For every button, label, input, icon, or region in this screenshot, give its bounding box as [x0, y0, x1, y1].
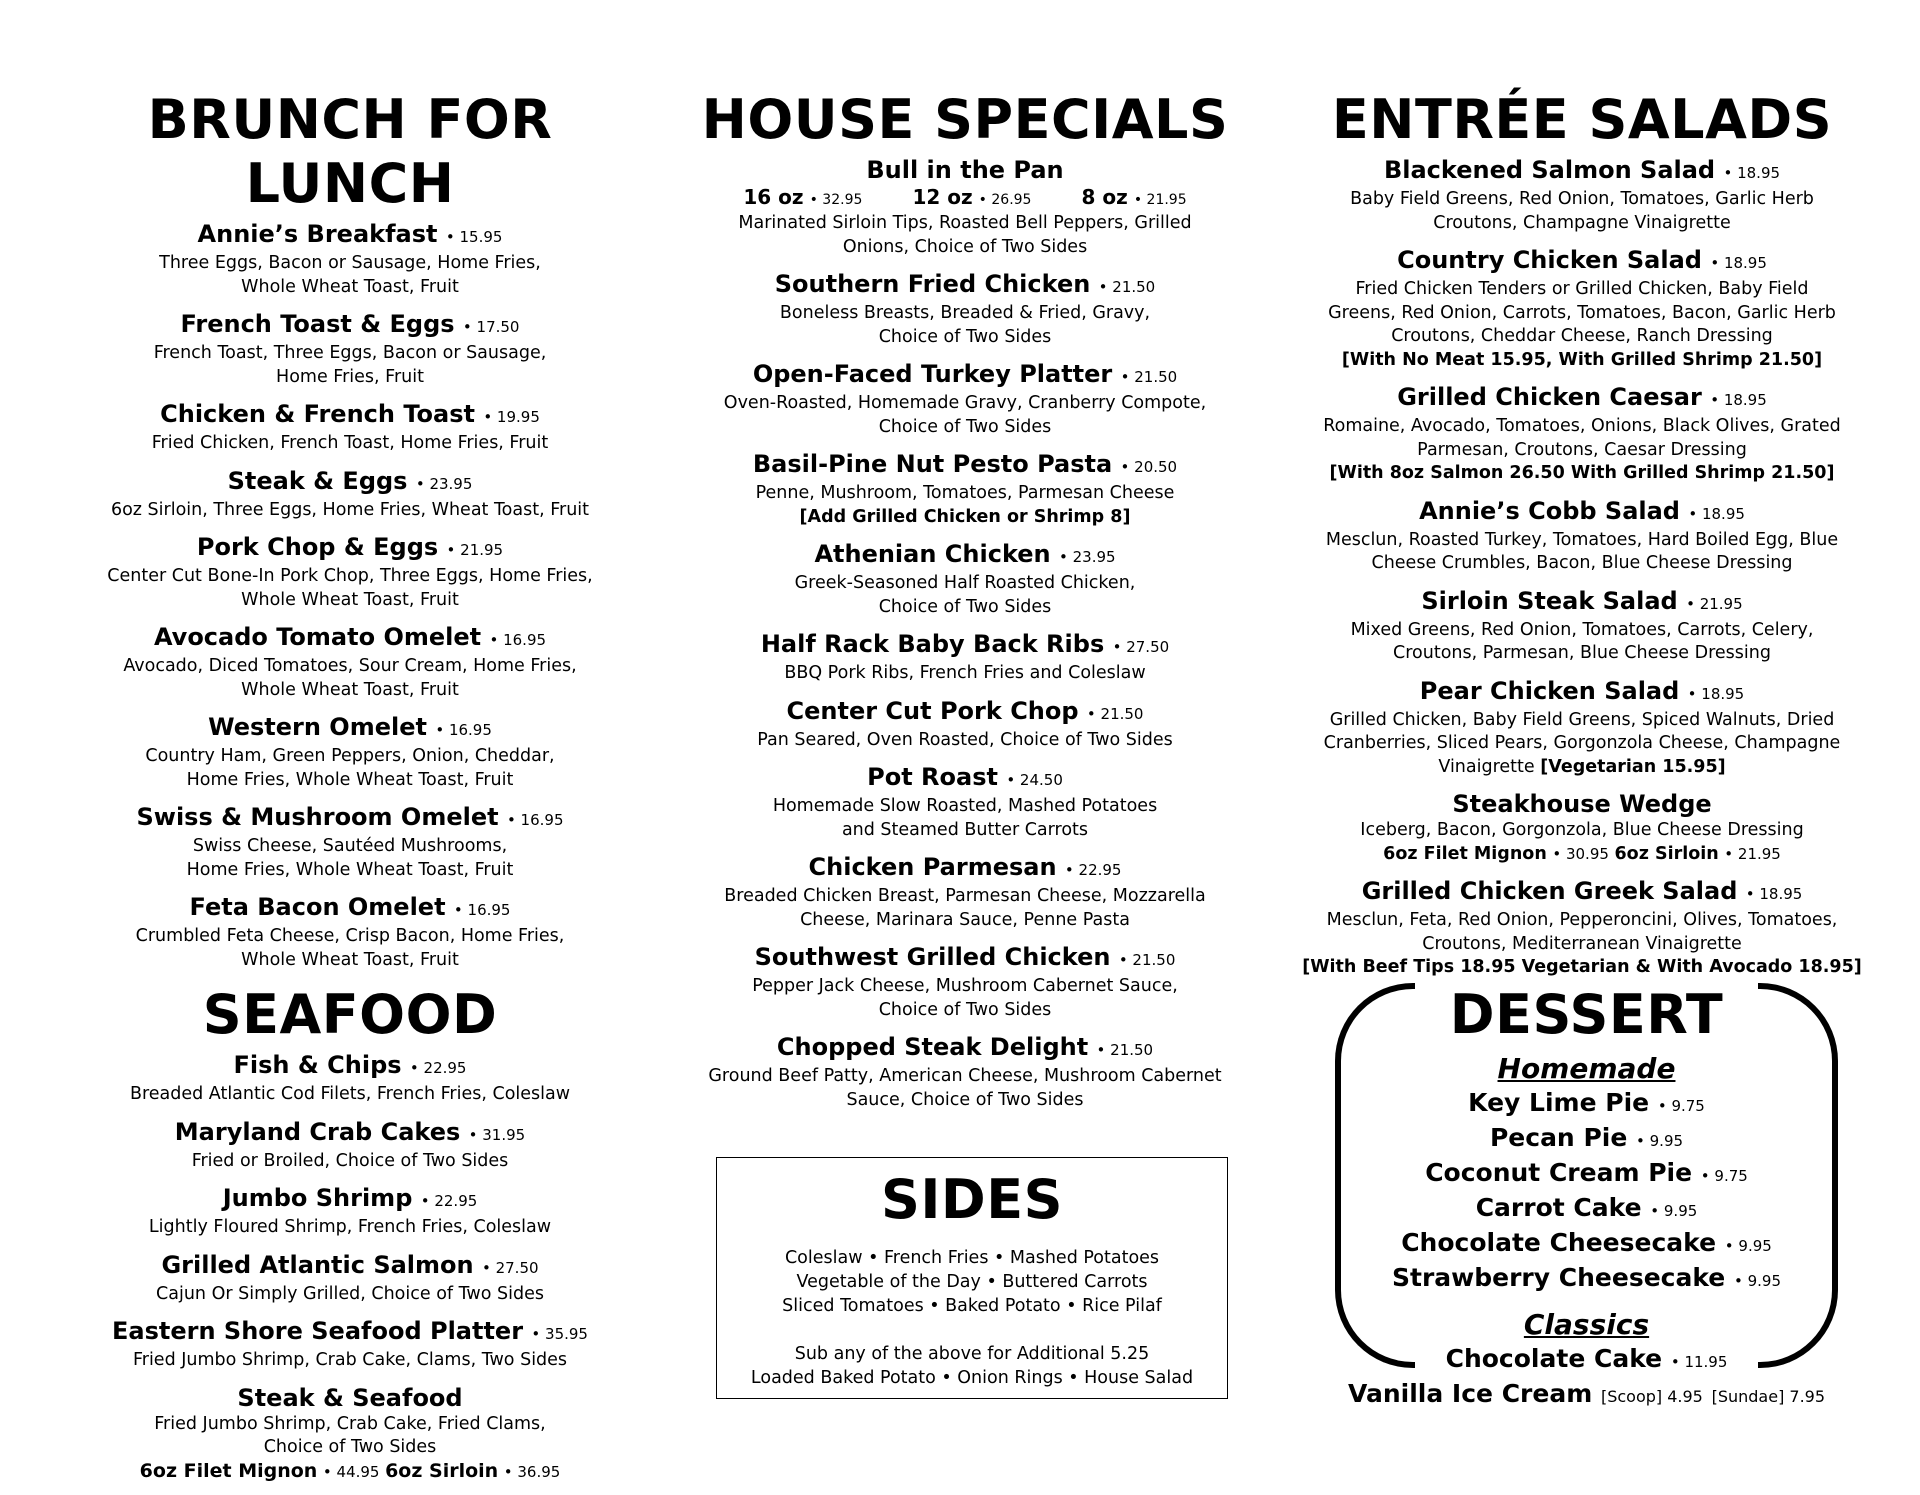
item-name: Open-Faced Turkey Platter: [752, 360, 1113, 388]
menu-item: [665, 270, 1265, 349]
item-heading: [50, 1184, 650, 1216]
dessert-item: [1335, 1262, 1838, 1297]
item-name: Coconut Cream Pie: [1425, 1158, 1693, 1187]
menu-item: [50, 893, 650, 972]
item-desc: Parmesan, Croutons, Caesar Dressing: [1417, 439, 1747, 460]
size-price: • 32.95: [809, 192, 863, 208]
option-name: 6oz Sirloin: [1614, 843, 1719, 864]
option-price: • 21.95: [1724, 844, 1781, 863]
item-name: Strawberry Cheesecake: [1392, 1263, 1726, 1292]
item-price: • 21.50: [1120, 368, 1178, 386]
salads-column: [1282, 88, 1882, 991]
item-desc: Whole Wheat Toast, Fruit: [241, 949, 459, 970]
dessert-item: [1335, 1343, 1838, 1378]
item-heading: [665, 630, 1265, 662]
item-name: Feta Bacon Omelet: [189, 893, 446, 921]
dessert-list: [1335, 1087, 1838, 1297]
item-heading: [50, 533, 650, 565]
item-name: Center Cut Pork Chop: [786, 696, 1079, 725]
menu-item: [665, 853, 1265, 932]
dessert-panel: [1335, 983, 1838, 1408]
item-price: • 21.95: [1686, 594, 1743, 613]
item-heading: [665, 360, 1265, 392]
item-heading: [50, 803, 650, 835]
item-name: Jumbo Shrimp: [222, 1184, 413, 1212]
option-price: • 36.95: [503, 1462, 561, 1481]
menu-item: [50, 467, 650, 523]
item-name: Basil-Pine Nut Pesto Pasta: [752, 450, 1113, 478]
house-list: [665, 270, 1265, 1112]
item-desc: Country Ham, Green Peppers, Onion, Cheddar,: [145, 746, 555, 766]
item-price: • 16.95: [489, 631, 547, 649]
size-label: 12 oz: [912, 185, 973, 209]
item-desc: Greens, Red Onion, Carrots, Tomatoes, Bacon, Garlic Herb: [1328, 302, 1836, 323]
item-heading: [50, 1118, 650, 1150]
item-desc: Choice of Two Sides: [878, 326, 1052, 347]
item-price: • 22.95: [1064, 861, 1122, 879]
menu-item: [665, 156, 1265, 259]
sides-box: [716, 1157, 1228, 1399]
menu-item: [50, 1317, 650, 1373]
item-desc: Whole Wheat Toast, Fruit: [241, 679, 459, 700]
item-price: • 27.50: [481, 1258, 539, 1277]
item-price: • 16.95: [435, 721, 492, 739]
size-label: 16 oz: [743, 185, 804, 209]
item-desc: Breaded Chicken Breast, Parmesan Cheese, Mozzarella: [724, 886, 1206, 906]
item-heading: [50, 400, 650, 432]
item-price: • 23.95: [415, 474, 473, 493]
item-heading: [665, 1033, 1265, 1065]
dessert-content: [1335, 983, 1838, 1413]
option-price: • 44.95: [322, 1462, 380, 1481]
item-price: • 16.95: [506, 811, 564, 829]
size-options: [665, 185, 1265, 212]
item-name: Chocolate Cake: [1445, 1344, 1663, 1373]
item-name: Pot Roast: [867, 763, 998, 791]
item-name: Chicken Parmesan: [808, 853, 1057, 881]
menu-item: [1282, 677, 1882, 780]
item-options: [1282, 843, 1882, 867]
item-price: • 9.95: [1650, 1202, 1698, 1220]
menu-item: [50, 1051, 650, 1107]
item-options: [50, 1460, 650, 1485]
item-price: • 9.95: [1636, 1132, 1684, 1150]
item-price: • 19.95: [483, 408, 540, 426]
item-desc: French Toast, Three Eggs, Bacon or Sausage,: [153, 343, 547, 363]
option-name: 6oz Sirloin: [385, 1459, 499, 1482]
item-variant: [With Beef Tips 18.95 Vegetarian & With Avocado 18.95]: [1302, 957, 1862, 977]
dessert-item: [1335, 1157, 1838, 1192]
item-price: • 18.95: [1723, 164, 1781, 182]
menu-item: [1282, 246, 1882, 372]
menu-item: [665, 540, 1265, 619]
menu-item: [50, 1184, 650, 1240]
item-desc: Choice of Two Sides: [878, 999, 1052, 1020]
sides-line: Coleslaw • French Fries • Mashed Potatoes: [784, 1248, 1160, 1268]
item-heading: [665, 697, 1265, 729]
item-name: Half Rack Baby Back Ribs: [760, 630, 1105, 658]
house-specials-heading: HOUSE SPECIALS: [701, 88, 1229, 151]
item-name: Swiss & Mushroom Omelet: [136, 803, 499, 831]
item-desc: Homemade Slow Roasted, Mashed Potatoes: [772, 796, 1158, 816]
size-label: 8 oz: [1081, 185, 1128, 209]
item-heading: [50, 1317, 650, 1349]
menu-item: [1282, 877, 1882, 980]
item-price: • 35.95: [531, 1325, 588, 1343]
dessert-item: [1335, 1087, 1838, 1122]
item-heading: [1282, 587, 1882, 619]
item-desc: Fried Chicken, French Toast, Home Fries, Fruit: [151, 433, 549, 453]
item-desc: Whole Wheat Toast, Fruit: [241, 276, 459, 297]
item-heading: [50, 623, 650, 655]
item-heading: [1282, 246, 1882, 278]
item-desc: Pan Seared, Oven Roasted, Choice of Two Sides: [757, 729, 1173, 750]
item-desc: Fried Jumbo Shrimp, Crab Cake, Clams, Two Sides: [132, 1350, 568, 1370]
item-name: Steakhouse Wedge: [1452, 790, 1712, 818]
item-desc: Cheese, Marinara Sauce, Penne Pasta: [800, 909, 1130, 930]
item-desc: Mesclun, Feta, Red Onion, Pepperoncini, Olives, Tomatoes,: [1326, 910, 1838, 930]
item-desc: Romaine, Avocado, Tomatoes, Onions, Black Olives, Grated: [1323, 416, 1841, 436]
item-name: Avocado Tomato Omelet: [153, 623, 482, 651]
item-heading: [665, 450, 1265, 482]
item-desc: Mesclun, Roasted Turkey, Tomatoes, Hard Boiled Egg, Blue: [1325, 529, 1839, 550]
item-heading: [665, 853, 1265, 885]
item-price: [Sundae] 7.95: [1711, 1387, 1826, 1406]
item-name: Western Omelet: [208, 713, 427, 741]
item-heading: [50, 467, 650, 499]
menu-item: [665, 943, 1265, 1022]
item-desc: Boneless Breasts, Breaded & Fried, Gravy,: [779, 303, 1151, 323]
menu-item: [50, 1384, 650, 1485]
dessert-item: [1335, 1378, 1838, 1413]
item-name: Key Lime Pie: [1468, 1088, 1650, 1117]
item-heading: [50, 713, 650, 745]
item-desc: Three Eggs, Bacon or Sausage, Home Fries,: [159, 253, 541, 273]
item-desc: Ground Beef Patty, American Cheese, Mushroom Cabernet: [708, 1066, 1222, 1086]
item-price: • 27.50: [1112, 638, 1170, 656]
item-heading: [50, 1051, 650, 1083]
item-name: Sirloin Steak Salad: [1421, 586, 1678, 615]
menu-item: [665, 630, 1265, 686]
item-desc: Breaded Atlantic Cod Filets, French Fries, Coleslaw: [129, 1084, 571, 1104]
item-name: Chocolate Cheesecake: [1401, 1228, 1717, 1257]
item-desc: Fried Jumbo Shrimp, Crab Cake, Fried Clams,: [154, 1413, 546, 1434]
menu-item: [50, 1251, 650, 1307]
item-name: Pear Chicken Salad: [1419, 676, 1680, 705]
item-desc: Choice of Two Sides: [878, 416, 1052, 437]
item-price: • 18.95: [1710, 254, 1767, 272]
item-desc: Center Cut Bone-In Pork Chop, Three Eggs, Home Fries,: [107, 566, 593, 586]
item-price: • 18.95: [1745, 885, 1803, 903]
item-desc: [Add Grilled Chicken or Shrimp 8]: [799, 506, 1131, 527]
menu-item: [665, 1033, 1265, 1112]
menu-item: [1282, 497, 1882, 576]
item-price: • 16.95: [453, 901, 511, 919]
item-name: Grilled Chicken Caesar: [1397, 383, 1702, 411]
item-price: • 31.95: [468, 1125, 526, 1144]
item-price: • 22.95: [409, 1059, 467, 1077]
item-desc: Onions, Choice of Two Sides: [842, 236, 1088, 257]
item-desc: Lightly Floured Shrimp, French Fries, Coleslaw: [148, 1217, 552, 1237]
item-desc: Swiss Cheese, Sautéed Mushrooms,: [192, 836, 508, 856]
item-desc: Avocado, Diced Tomatoes, Sour Cream, Home Fries,: [123, 656, 577, 676]
item-desc: Cajun Or Simply Grilled, Choice of Two Sides: [156, 1283, 544, 1304]
item-price: • 9.75: [1657, 1097, 1705, 1115]
item-desc: Croutons, Cheddar Cheese, Ranch Dressing: [1391, 326, 1773, 346]
item-price: • 21.50: [1096, 1041, 1154, 1059]
item-heading: [1282, 156, 1882, 188]
sides-heading: SIDES: [880, 1168, 1064, 1231]
item-desc: Marinated Sirloin Tips, Roasted Bell Peppers, Grilled: [738, 213, 1192, 233]
item-desc: Croutons, Parmesan, Blue Cheese Dressing: [1393, 643, 1771, 663]
item-variant: [Vegetarian 15.95]: [1540, 756, 1726, 777]
item-name: Eastern Shore Seafood Platter: [112, 1317, 524, 1345]
item-name: Athenian Chicken: [814, 540, 1051, 568]
menu-item: [665, 697, 1265, 753]
item-price: • 9.95: [1733, 1272, 1781, 1290]
item-desc: Oven-Roasted, Homemade Gravy, Cranberry Compote,: [723, 393, 1207, 413]
menu-item: [50, 533, 650, 612]
item-desc-text: Vinaigrette: [1438, 756, 1535, 777]
menu-item: [1282, 587, 1882, 666]
item-name: Southern Fried Chicken: [774, 270, 1091, 298]
salad-list: [1282, 156, 1882, 666]
menu-item: [50, 803, 650, 882]
item-desc: Fried or Broiled, Choice of Two Sides: [191, 1150, 509, 1171]
item-desc: Mixed Greens, Red Onion, Tomatoes, Carrots, Celery,: [1350, 619, 1814, 640]
menu-item: [665, 360, 1265, 439]
item-price: • 21.95: [446, 541, 504, 559]
option-name: 6oz Filet Mignon: [139, 1459, 318, 1482]
menu-item: [665, 763, 1265, 842]
item-price: • 21.50: [1086, 704, 1144, 723]
menu-item: [50, 310, 650, 389]
item-name: Steak & Seafood: [237, 1383, 463, 1412]
item-name: Vanilla Ice Cream: [1347, 1379, 1593, 1408]
item-desc: Pepper Jack Cheese, Mushroom Cabernet Sauce,: [752, 976, 1178, 996]
item-heading: [50, 220, 650, 252]
homemade-label: Homemade: [1497, 1052, 1676, 1085]
dessert-item: [1335, 1122, 1838, 1157]
sides-line: Sub any of the above for Additional 5.25: [794, 1344, 1150, 1364]
item-name: Fish & Chips: [233, 1051, 402, 1079]
item-price: • 17.50: [462, 318, 520, 336]
menu-item: [50, 400, 650, 456]
item-desc: Croutons, Mediterranean Vinaigrette: [1422, 933, 1742, 954]
item-name: Blackened Salmon Salad: [1383, 156, 1716, 184]
item-name: French Toast & Eggs: [180, 310, 455, 338]
salads-heading: ENTRÉE SALADS: [1331, 88, 1833, 151]
brunch-heading: BRUNCH FOR LUNCH: [147, 88, 553, 215]
item-desc: Home Fries, Whole Wheat Toast, Fruit: [186, 859, 514, 880]
item-desc: 6oz Sirloin, Three Eggs, Home Fries, Wheat Toast, Fruit: [110, 499, 590, 520]
item-desc: Fried Chicken Tenders or Grilled Chicken, Baby Field: [1355, 279, 1809, 299]
menu-item: [50, 713, 650, 792]
item-desc: Croutons, Champagne Vinaigrette: [1433, 212, 1731, 233]
item-name: Chopped Steak Delight: [776, 1033, 1089, 1061]
item-price: • 24.50: [1006, 771, 1063, 789]
item-name: Grilled Atlantic Salmon: [161, 1250, 474, 1279]
menu-item: [50, 623, 650, 702]
menu-item: [1282, 790, 1882, 866]
item-variant: [With No Meat 15.95, With Grilled Shrimp 21.50]: [1341, 349, 1823, 370]
item-heading: [50, 1251, 650, 1283]
item-heading: [50, 893, 650, 925]
sides-line: Sliced Tomatoes • Baked Potato • Rice Pilaf: [782, 1296, 1162, 1316]
brunch-column: [50, 88, 650, 1495]
item-heading: [50, 310, 650, 342]
item-price: • 20.50: [1120, 458, 1178, 476]
item-price: [Scoop] 4.95: [1600, 1387, 1703, 1406]
item-price: • 22.95: [420, 1192, 478, 1210]
item-name: Steak & Eggs: [227, 466, 408, 495]
item-name: Pork Chop & Eggs: [196, 533, 439, 561]
item-desc: Greek-Seasoned Half Roasted Chicken,: [794, 573, 1136, 593]
item-variant: [With 8oz Salmon 26.50 With Grilled Shrimp 21.50]: [1329, 463, 1835, 483]
item-name: Maryland Crab Cakes: [174, 1117, 461, 1146]
item-desc: Iceberg, Bacon, Gorgonzola, Blue Cheese Dressing: [1360, 820, 1804, 840]
item-heading: [665, 763, 1265, 795]
item-price: • 23.95: [1059, 548, 1116, 566]
option-price: • 30.95: [1552, 844, 1609, 863]
item-desc: Home Fries, Fruit: [276, 366, 424, 387]
item-desc: Sauce, Choice of Two Sides: [846, 1089, 1084, 1110]
item-name: Grilled Chicken Greek Salad: [1361, 877, 1738, 905]
item-name: Bull in the Pan: [866, 156, 1064, 184]
item-desc: Choice of Two Sides: [878, 596, 1052, 617]
item-desc: Baby Field Greens, Red Onion, Tomatoes, Garlic Herb: [1350, 189, 1814, 209]
menu-item: [665, 450, 1265, 529]
sides-line: Loaded Baked Potato • Onion Rings • House Salad: [750, 1368, 1194, 1388]
item-desc: Grilled Chicken, Baby Field Greens, Spiced Walnuts, Dried: [1329, 709, 1835, 730]
brunch-list: [50, 220, 650, 972]
item-desc: Cheese Crumbles, Bacon, Blue Cheese Dressing: [1371, 553, 1793, 573]
item-price: • 21.50: [1098, 278, 1156, 296]
item-desc: [1282, 756, 1882, 780]
item-name: Southwest Grilled Chicken: [754, 943, 1111, 971]
option-name: 6oz Filet Mignon: [1383, 843, 1547, 864]
item-heading: [665, 270, 1265, 302]
menu-item: [1282, 383, 1882, 486]
item-desc: BBQ Pork Ribs, French Fries and Coleslaw: [784, 663, 1146, 683]
sides-line: Vegetable of the Day • Buttered Carrots: [796, 1272, 1148, 1292]
size-price: • 21.95: [1133, 192, 1187, 208]
item-name: Annie’s Cobb Salad: [1419, 496, 1680, 525]
seafood-list: [50, 1051, 650, 1373]
menu-item: [50, 220, 650, 299]
dessert-item: [1335, 1227, 1838, 1262]
dessert-heading: DESSERT: [1449, 983, 1724, 1046]
dessert-item: [1335, 1192, 1838, 1227]
item-name: Carrot Cake: [1475, 1193, 1642, 1222]
item-desc: Penne, Mushroom, Tomatoes, Parmesan Cheese: [755, 483, 1175, 503]
size-price: • 26.95: [978, 192, 1032, 208]
item-desc: Cranberries, Sliced Pears, Gorgonzola Cheese, Champagne: [1323, 733, 1841, 753]
item-heading: [665, 540, 1265, 572]
item-desc: Choice of Two Sides: [263, 1437, 437, 1457]
item-price: • 9.95: [1724, 1237, 1772, 1255]
item-price: • 21.50: [1118, 951, 1176, 969]
item-name: Pecan Pie: [1489, 1123, 1628, 1152]
item-desc: Crumbled Feta Cheese, Crisp Bacon, Home Fries,: [135, 926, 565, 946]
item-price: • 11.95: [1670, 1353, 1728, 1371]
menu-item: [1282, 156, 1882, 235]
item-price: • 18.95: [1687, 684, 1745, 703]
classics-label: Classics: [1523, 1308, 1650, 1341]
item-price: • 18.95: [1710, 391, 1767, 409]
item-heading: [1282, 383, 1882, 415]
item-desc: and Steamed Butter Carrots: [841, 819, 1089, 840]
item-price: • 15.95: [445, 228, 503, 246]
menu-item: [50, 1118, 650, 1174]
item-name: Chicken & French Toast: [160, 400, 475, 428]
item-price: • 9.75: [1700, 1167, 1748, 1185]
house-specials-column: [665, 88, 1265, 1123]
item-desc: Home Fries, Whole Wheat Toast, Fruit: [186, 769, 514, 790]
item-price: • 18.95: [1688, 504, 1745, 523]
seafood-heading: SEAFOOD: [202, 983, 498, 1046]
item-heading: [665, 943, 1265, 975]
item-desc: Whole Wheat Toast, Fruit: [241, 589, 459, 610]
item-name: Country Chicken Salad: [1397, 246, 1702, 274]
item-heading: [1282, 497, 1882, 529]
item-name: Annie’s Breakfast: [197, 220, 438, 248]
